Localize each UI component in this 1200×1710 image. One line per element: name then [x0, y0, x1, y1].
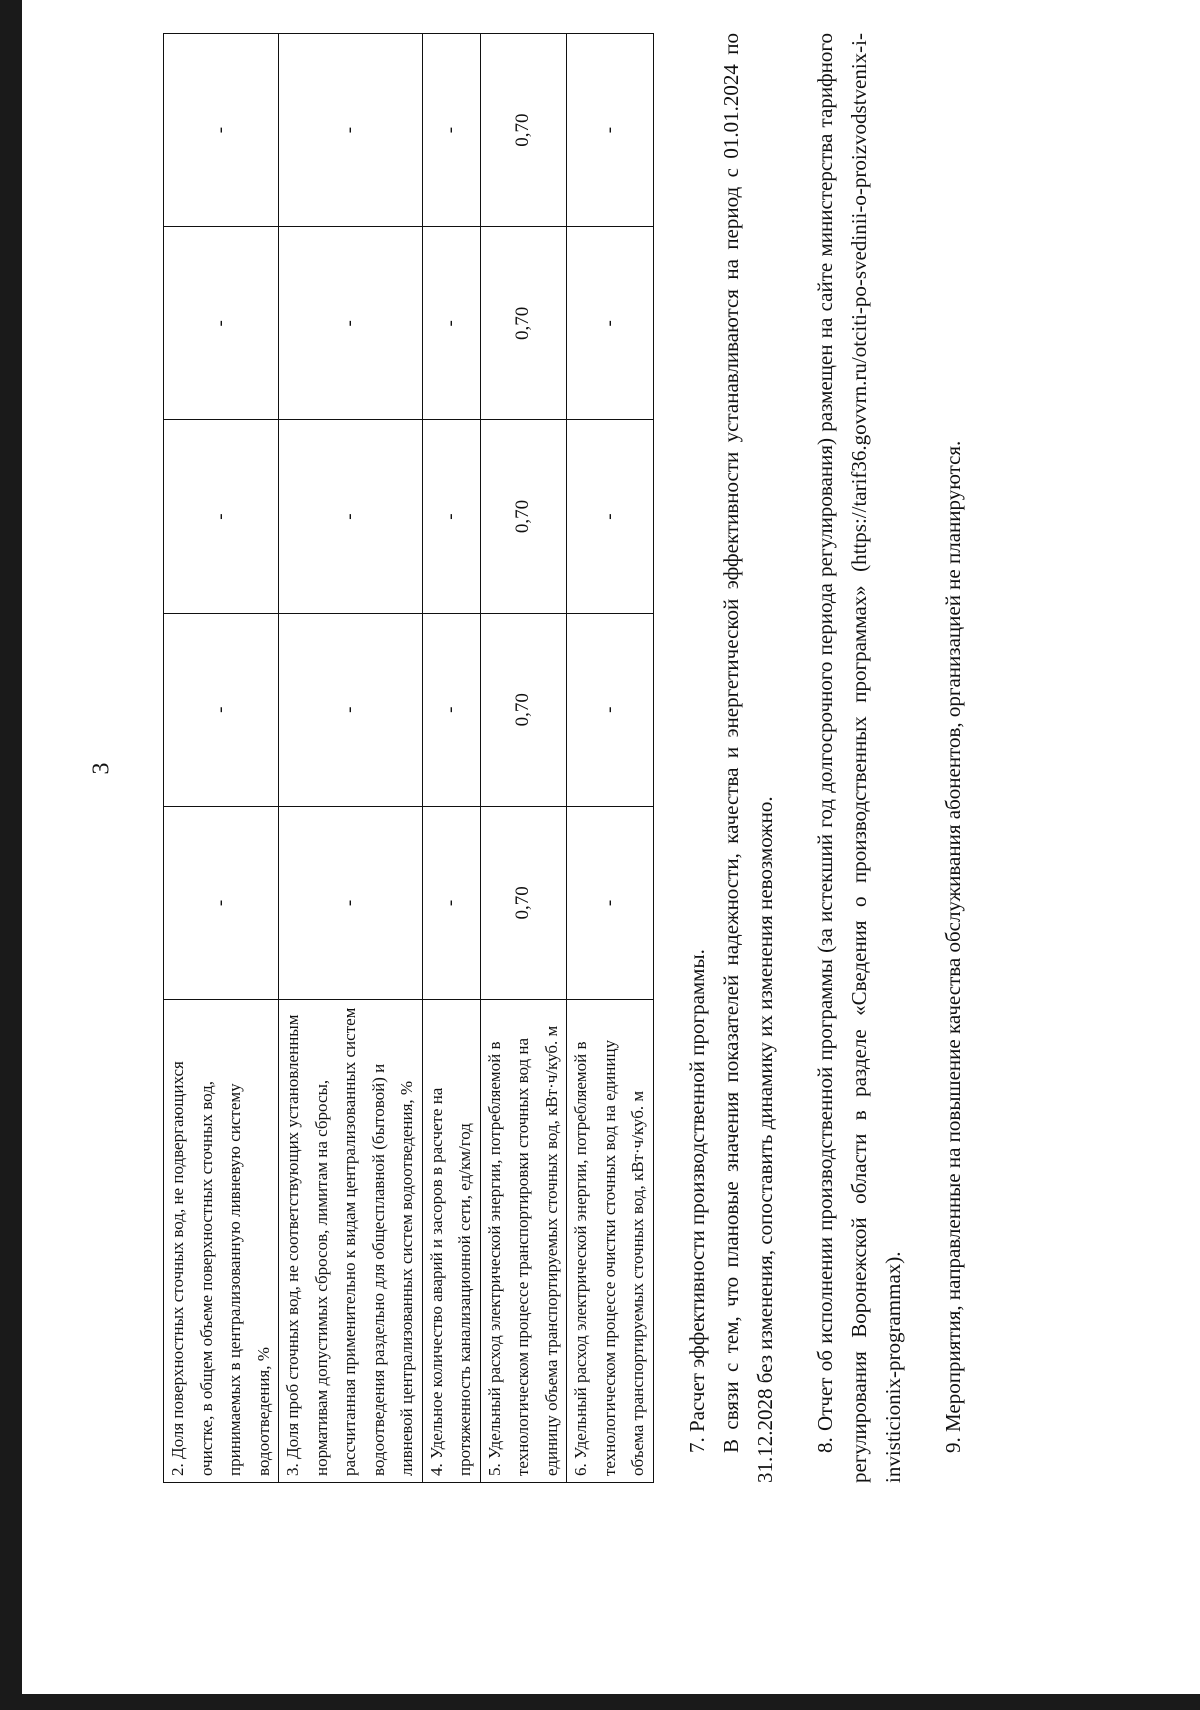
indicator-value-cell: -: [279, 227, 423, 420]
indicator-value-cell: -: [567, 613, 654, 806]
indicator-value-cell: -: [422, 613, 480, 806]
section-9-text: 9. Мероприятия, направленные на повышение качества обслуживания абонентов, организацией не планируются.: [940, 440, 965, 1453]
indicator-value-cell: -: [422, 806, 480, 999]
scan-edge-left: [0, 0, 22, 1710]
indicator-value-cell: -: [279, 806, 423, 999]
indicator-value-cell: -: [567, 227, 654, 420]
indicator-value-cell: -: [279, 34, 423, 227]
indicator-value-cell: 0,70: [480, 227, 567, 420]
indicator-value-cell: -: [567, 34, 654, 227]
indicator-value-cell: -: [567, 806, 654, 999]
indicator-value-cell: -: [164, 34, 279, 227]
indicator-value-cell: -: [164, 420, 279, 613]
indicator-value-cell: -: [279, 613, 423, 806]
table-row: [164, 34, 279, 1483]
section-8-text: 8. Отчет об исполнении производственной программы (за истекший год долгосрочного периода регулирования) размещен на сайте министерства тарифного регулирования Воронежской области в разделе «Сведения о производственных программах» (https://tarif36.govvrn.ru/otciti-po-svedinii-o-proizvodstvenix-i-invisticionix-programmax).: [812, 33, 905, 1483]
indicator-value-cell: -: [422, 420, 480, 613]
indicator-value-cell: -: [567, 420, 654, 613]
indicators-table-body: [164, 34, 654, 1483]
indicator-value-cell: -: [164, 806, 279, 999]
indicator-value-cell: -: [164, 613, 279, 806]
indicator-value-cell: 0,70: [480, 806, 567, 999]
section-7-text: В связи с тем, что плановые значения показателей надежности, качества и энергетической эффективности устанавливаются на период с 01.01.2024 по 31.12.2028 без изменения, сопоставить динамику их изменения невозможно.: [718, 33, 777, 1483]
indicator-value-cell: -: [164, 227, 279, 420]
indicator-value-cell: 0,70: [480, 420, 567, 613]
table-row: [279, 34, 423, 1483]
indicator-name-cell: 6. Удельный расход электрической энергии, потребляемой в технологическом процессе очистки сточных вод на единицу объема транспортируемых сточных вод, кВт·ч/куб. м: [567, 1000, 654, 1483]
table-row: [422, 34, 480, 1483]
indicator-value-cell: 0,70: [480, 34, 567, 227]
indicator-value-cell: -: [422, 227, 480, 420]
indicator-value-cell: 0,70: [480, 613, 567, 806]
indicator-name-cell: 3. Доля проб сточных вод, не соответствующих установленным нормативам допустимых сбросов, лимитам на сбросы, рассчитанная применительно к видам централизованных систем водоотведения раздельно для общесплавной (бытовой) и ливневой централизованных систем водоотведения, %: [279, 1000, 423, 1483]
indicator-name-cell: 2. Доля поверхностных сточных вод, не подвергающихся очистке, в общем объеме поверхностных сточных вод, принимаемых в централизованную ливневую систему водоотведения, %: [164, 1000, 279, 1483]
indicators-table: [163, 33, 654, 1483]
table-row: [567, 34, 654, 1483]
notes-section: [680, 33, 970, 1483]
indicator-value-cell: -: [422, 34, 480, 227]
indicator-name-cell: 5. Удельный расход электрической энергии, потребляемой в технологическом процессе транспортировки сточных вод на единицу объема транспортируемых сточных вод, кВт·ч/куб. м: [480, 1000, 567, 1483]
indicator-value-cell: -: [279, 420, 423, 613]
rotated-page-content: [163, 33, 1063, 1483]
indicator-name-cell: 4. Удельное количество аварий и засоров в расчете на протяженность канализационной сети, ед/км/год: [422, 1000, 480, 1483]
page-number: 3: [88, 762, 115, 775]
section-7-heading: 7. Расчет эффективности производственной программы.: [684, 949, 709, 1453]
table-row: [480, 34, 567, 1483]
scan-edge-bottom: [0, 1694, 1200, 1710]
